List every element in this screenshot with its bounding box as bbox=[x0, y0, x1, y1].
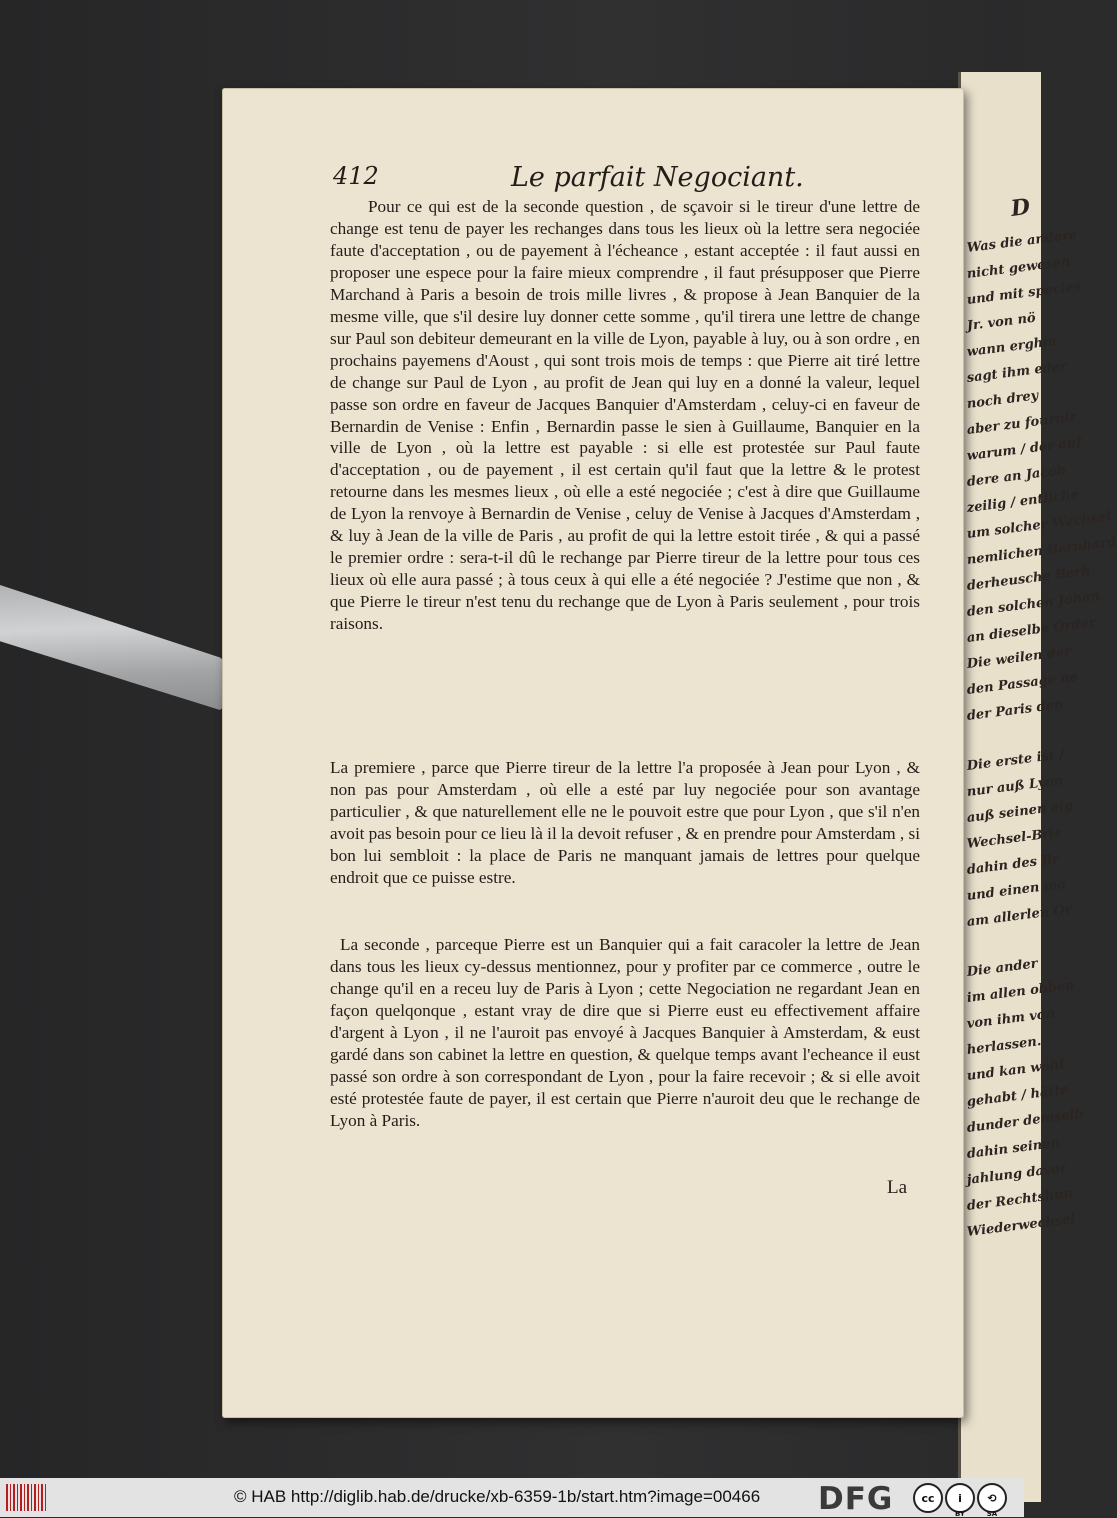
adjacent-line: derheusche Berh bbox=[966, 563, 1092, 594]
adjacent-line: Die weilen der bbox=[966, 644, 1072, 672]
catchword: La bbox=[887, 1177, 908, 1198]
adjacent-line: Was die andere bbox=[966, 227, 1078, 256]
adjacent-page bbox=[958, 72, 1117, 1502]
dfg-logo: DFG bbox=[818, 1481, 894, 1517]
adjacent-line: der Rechtshun bbox=[966, 1186, 1074, 1214]
adjacent-line: nemlichen Bernhard bbox=[966, 534, 1117, 568]
paragraph: Pour ce qui est de la seconde question , de sçavoir si le tireur d'une lettre de change est tenu de payer les rechanges dans tous les lieux où la lettre sera negociée faute d'acceptation , ou de payement à l'écheance , estant acceptée : il faut aussi en proposer une espece pour la faire mieux comprendre , il faut présupposer que Pierre Marchand à Paris a besoin de trois mille livres , & propose à Jean Banquier de la mesme ville, que s'il desire luy donner cette somme , qu'il tirera une lettre de change sur Paul son debiteur demeurant en la ville de Lyon, payable à luy, ou à son ordre , en prochains payemens d'Aoust , qui sont trois mois de temps : que Pierre ait tiré lettre de change sur Paul de Lyon , au profit de Jean qui luy en a donné la valeur, lequel passe son ordre en faveur de Jacques Banquier d'Amsterdam , celuy-ci en faveur de Bernardin de Venise : Enfin , Bernardin passe le sien à Guillaume, Banquier en la ville de Lyon , où la lettre est payable : si elle est protestée sur Paul faute d'acceptation , ou de payement , il est certain qu'il faut que la lettre & le protest retourne dans les mesmes lieux , où elle a esté negociée ; c'est à dire que Guillaume de Lyon la renvoye à Bernardin de Venise , celuy de Venise à Jacques d'Amsterdam , & luy à Jean de la ville de Paris , au profit de qui la lettre estoit tirée , & qui a passé le premier ordre : sera-t-il dû le rechange par Pierre tireur de la lettre pour tous ces lieux où elle aura passé ; à tous ceux à qui elle a été negociée ? J'estime que non , & que Pierre le tireur n'est tenu du rechange que de Lyon à Paris seulement , pour trois raisons. bbox=[330, 197, 920, 634]
adjacent-line: herlassen. bbox=[966, 1033, 1043, 1058]
paragraph: La seconde , parceque Pierre est un Banquier qui a fait caracoler la lettre de Jean dans tous les lieux cy-dessus mentionnez, pour y profiter par ce commerce , outre le change qu'il en a receu luy de Paris à Lyon ; cette Negociation ne regardant Jean en façon quelqonque , estant vray de dire que si Pierre eust eu effectivement affaire d'argent à Lyon , il ne l'auroit pas envoyé à Jacques Banquier à Amsterdam, & eust gardé dans son cabinet la lettre en question, & quelque temps avant l'echeance il eust passé son ordre à son correspondant de Lyon , pour la faire recevoir ; & si elle avoit esté protestée faute de payer, il est certain que Pierre n'auroit deu que le rechange de Lyon à Paris. bbox=[330, 935, 920, 1130]
adjacent-line: den Passage ne bbox=[966, 669, 1079, 698]
adjacent-line: D bbox=[1009, 193, 1032, 222]
source-credit-link[interactable]: © HAB http://diglib.hab.de/drucke/xb-6359-1b/start.htm?image=00466 bbox=[234, 1487, 761, 1506]
adjacent-line: noch drey bbox=[966, 388, 1040, 412]
adjacent-line: jahlung davor bbox=[966, 1160, 1068, 1188]
cc-icon-symbol: cc bbox=[921, 1491, 935, 1505]
adjacent-line: im allen obben bbox=[966, 977, 1076, 1006]
adjacent-line: und kan wohl bbox=[966, 1057, 1066, 1084]
adjacent-line: Jr. von nö bbox=[966, 310, 1037, 334]
adjacent-line: dunder demselb bbox=[966, 1106, 1085, 1136]
license-badge[interactable] bbox=[913, 1482, 1007, 1518]
adjacent-line: Die ander bbox=[966, 956, 1039, 980]
adjacent-line: am allerlen Or bbox=[966, 902, 1073, 930]
by-label: BY bbox=[954, 1510, 966, 1518]
page-number: 412 bbox=[333, 162, 379, 190]
adjacent-line: aber zu fournir bbox=[966, 409, 1078, 438]
adjacent-line: sagt ihm eder bbox=[966, 358, 1068, 386]
cc-icon bbox=[913, 1483, 943, 1513]
by-icon bbox=[945, 1483, 975, 1518]
sa-label: SA bbox=[986, 1510, 998, 1518]
adjacent-line: den solchen Johan bbox=[966, 588, 1101, 620]
adjacent-line: dahin seinen bbox=[966, 1135, 1061, 1162]
adjacent-line: der Paris den bbox=[966, 697, 1065, 724]
running-title: Le parfait Negociant. bbox=[511, 162, 804, 193]
adjacent-line: warum / der auf bbox=[966, 434, 1083, 464]
adjacent-line: und einen ma bbox=[966, 876, 1067, 904]
adjacent-line: dere an Jacob bbox=[966, 462, 1067, 490]
paragraph: La premiere , parce que Pierre tireur de la lettre l'a proposée à Jean pour Lyon , & non pas pour Amsterdam , où elle a esté par luy negociée pour son avantage particulier , & que naturellement elle ne le pouvoit estre que pour Lyon , que s'il n'en avoit pas besoin pour ce lieu là il la devoit refuser , & en prendre pour Amsterdam , si bon lui sembloit : la place de Paris ne manquant jamais de lettres pour quelque endroit que ce puisse estre. bbox=[330, 758, 920, 887]
viewer-footer bbox=[0, 1478, 1024, 1517]
adjacent-line: an dieselbe Order bbox=[966, 615, 1097, 646]
adjacent-line: von ihm von bbox=[966, 1006, 1056, 1032]
adjacent-line: nur auß Lyon bbox=[966, 773, 1065, 800]
adjacent-line: auß seinen eig bbox=[966, 798, 1074, 826]
adjacent-line: um solcher Wechsel bbox=[966, 509, 1113, 542]
adjacent-line: gehabt / hätte bbox=[966, 1082, 1070, 1110]
by-icon-symbol: i bbox=[958, 1491, 962, 1505]
adjacent-line: wann erghm bbox=[966, 334, 1058, 360]
sa-icon-symbol: ⟲ bbox=[987, 1491, 997, 1505]
adjacent-line: zeilig / entliche bbox=[966, 487, 1080, 516]
library-barcode-icon bbox=[6, 1484, 48, 1511]
sa-icon bbox=[977, 1483, 1007, 1518]
adjacent-line: Wiederwechsel bbox=[966, 1211, 1077, 1240]
adjacent-line: und mit species bbox=[966, 279, 1082, 308]
adjacent-line: dahin des Br bbox=[966, 851, 1061, 878]
adjacent-line: Wechsel-Brie bbox=[966, 825, 1064, 852]
adjacent-line: Die erste ist / bbox=[966, 747, 1065, 774]
adjacent-line: nicht gewesen bbox=[966, 254, 1072, 282]
transparent-ruler bbox=[0, 585, 250, 710]
